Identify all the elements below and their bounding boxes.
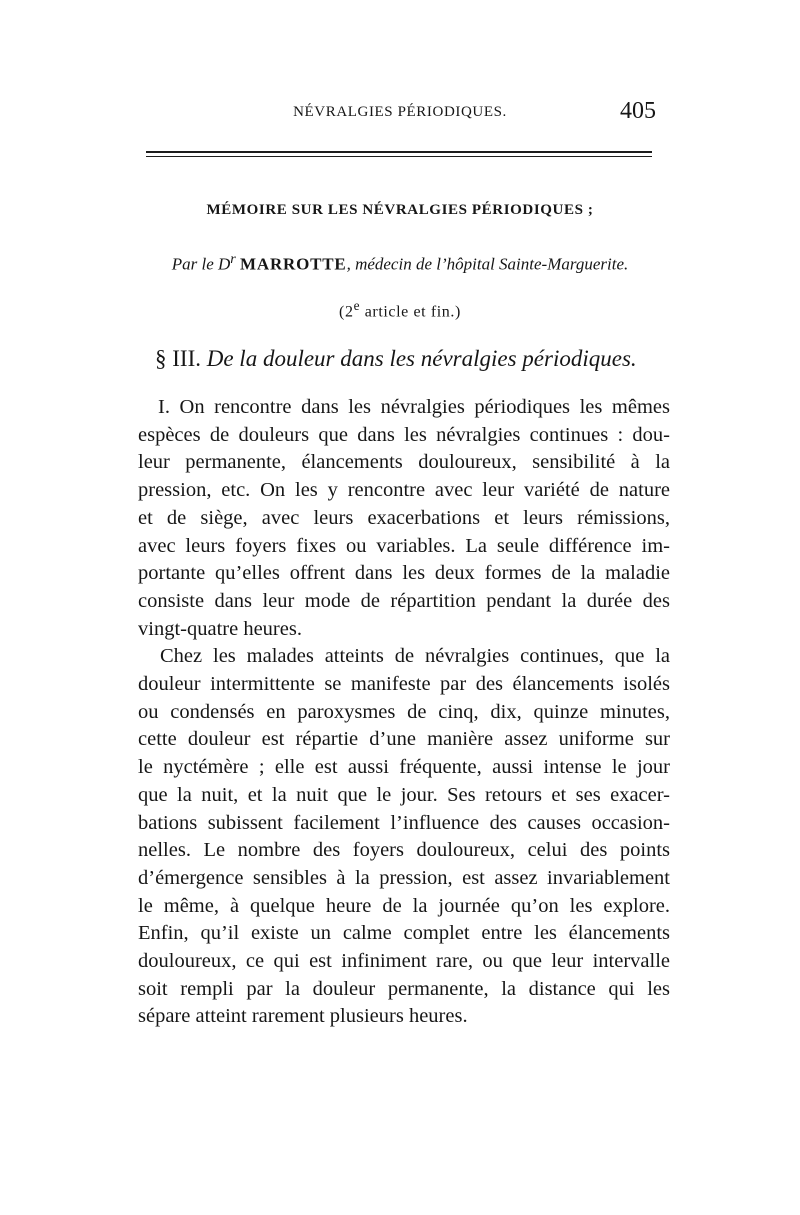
text-line: douleur intermittente se manifeste par des élancements isolés: [138, 673, 670, 696]
paragraph: [138, 394, 670, 643]
article-note-superscript: e: [353, 298, 361, 313]
header-double-rule: [146, 151, 652, 157]
text-line: bations subissent facilement l’influence des causes occasion-: [138, 811, 670, 834]
text-line: vingt-quatre heures.: [138, 617, 302, 640]
text-line: le même, à quelque heure de la journée qu’on les explore.: [138, 894, 670, 917]
text-line: Enfin, qu’il existe un calme complet entre les élancements: [138, 922, 670, 945]
body-text: [138, 394, 670, 1031]
text-line: ou condensés en paroxysmes de cinq, dix, quinze minutes,: [138, 700, 670, 723]
article-note-close: article et fin.): [360, 303, 461, 321]
article-note-open: (2: [339, 303, 354, 321]
section-heading-text: De la douleur dans les névralgies périodiques.: [206, 346, 637, 371]
text-line: I. On rencontre dans les névralgies périodiques les mêmes: [158, 396, 670, 418]
paragraph: [138, 643, 670, 1031]
memoir-title: MÉMOIRE SUR LES NÉVRALGIES PÉRIODIQUES ;: [206, 202, 594, 218]
text-line: pression, etc. On les y rencontre avec leur variété de nature: [138, 479, 670, 502]
text-line: douloureux, ce qui est infiniment rare, ou que leur intervalle: [138, 950, 670, 973]
text-line: consiste dans leur mode de répartition pendant la durée des: [138, 589, 670, 612]
byline-prefix: Par le D: [171, 254, 231, 274]
text-line: cette douleur est répartie d’une manière assez uniforme sur: [138, 728, 670, 751]
page-number: 405: [620, 98, 656, 124]
text-line: nelles. Le nombre des foyers douloureux, celui des points: [138, 839, 670, 862]
text-line: Chez les malades atteints de névralgies continues, que la: [160, 645, 670, 668]
text-line: le nyctémère ; elle est aussi fréquente, aussi intense le jour: [138, 756, 670, 779]
text-line: d’émergence sensibles à la pression, est assez invariablement: [138, 866, 670, 889]
byline-suffix: , médecin de l’hôpital Sainte-Marguerite.: [346, 254, 629, 274]
byline-superscript: r: [230, 251, 236, 267]
section-marker: § III.: [155, 346, 207, 371]
text-line: portante qu’elles offrent dans les deux formes de la maladie: [138, 562, 670, 585]
text-line: et de siège, avec leurs exacerbations et leurs rémissions,: [138, 506, 670, 529]
section-heading: [155, 346, 637, 372]
text-line: leur permanente, élancements douloureux, sensibilité à la: [138, 451, 670, 474]
text-line: que la nuit, et la nuit que le jour. Ses retours et ses exacer-: [138, 783, 670, 806]
text-line: avec leurs foyers fixes ou variables. La seule différence im-: [138, 534, 670, 557]
text-line: soit rempli par la douleur permanente, la distance qui les: [138, 977, 670, 1000]
byline: [120, 251, 680, 275]
article-note: [140, 298, 660, 321]
text-line: sépare atteint rarement plusieurs heures.: [138, 1005, 468, 1028]
running-title: NÉVRALGIES PÉRIODIQUES.: [293, 104, 507, 120]
running-head: [140, 98, 660, 132]
author-name: MARROTTE: [240, 254, 347, 274]
text-line: espèces de douleurs que dans les névralgies continues : dou-: [138, 423, 670, 446]
